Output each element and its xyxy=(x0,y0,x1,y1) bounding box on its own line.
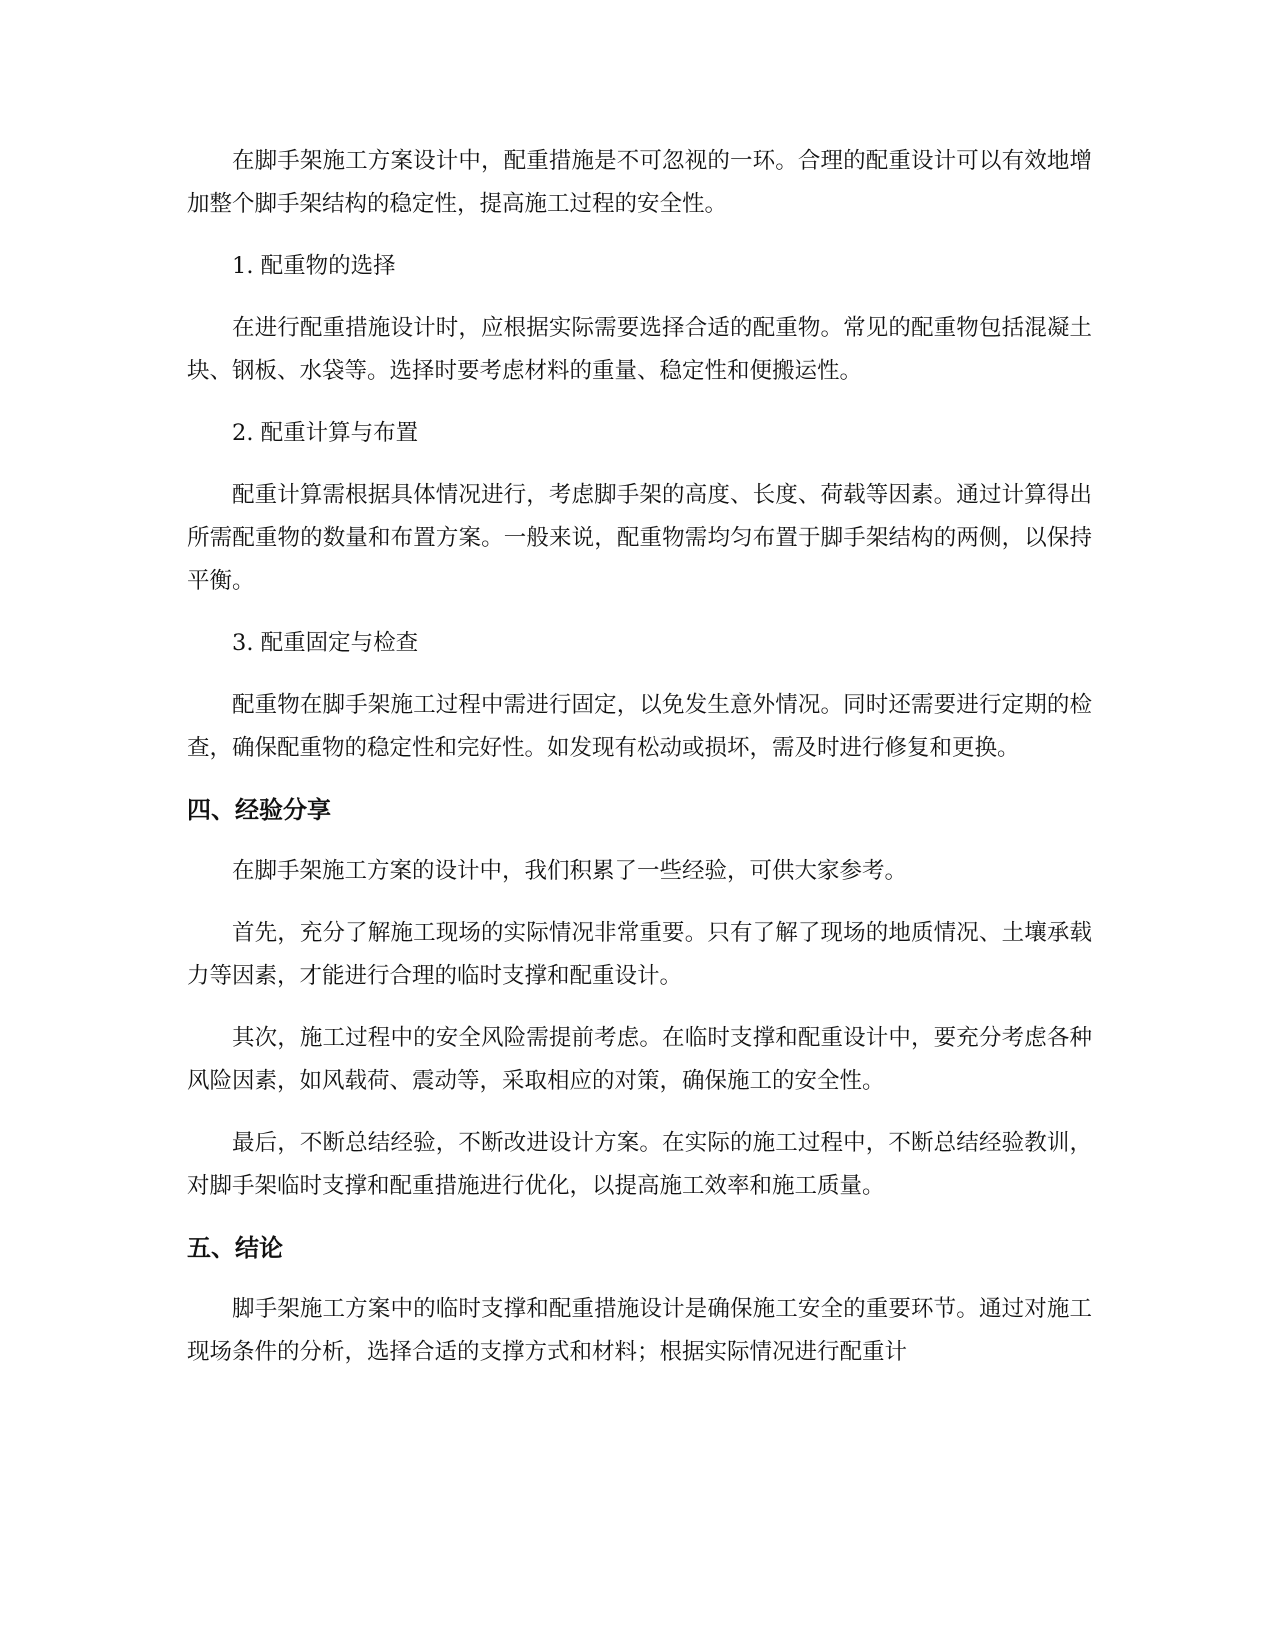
paragraph-counterweight-calculation: 配重计算需根据具体情况进行，考虑脚手架的高度、长度、荷载等因素。通过计算得出所需配重物的数量和布置方案。一般来说，配重物需均匀布置于脚手架结构的两侧，以保持平衡。 xyxy=(187,482,1092,594)
paragraph-counterweight-intro: 在脚手架施工方案设计中，配重措施是不可忽视的一环。合理的配重设计可以有效地增加整个脚手架结构的稳定性，提高施工过程的安全性。 xyxy=(187,148,1092,217)
section-heading-conclusion: 五、结论 xyxy=(187,1234,283,1262)
paragraph-experience-second: 其次，施工过程中的安全风险需提前考虑。在临时支撑和配重设计中，要充分考虑各种风险因素，如风载荷、震动等，采取相应的对策，确保施工的安全性。 xyxy=(187,1025,1092,1094)
subheading-counterweight-fixing: 3. 配重固定与检查 xyxy=(232,630,419,656)
paragraph-counterweight-fixing: 配重物在脚手架施工过程中需进行固定，以免发生意外情况。同时还需要进行定期的检查，确保配重物的稳定性和完好性。如发现有松动或损坏，需及时进行修复和更换。 xyxy=(187,692,1092,761)
paragraph-conclusion: 脚手架施工方案中的临时支撑和配重措施设计是确保施工安全的重要环节。通过对施工现场条件的分析，选择合适的支撑方式和材料；根据实际情况进行配重计 xyxy=(187,1296,1092,1365)
subheading-counterweight-calculation: 2. 配重计算与布置 xyxy=(232,420,419,446)
paragraph-counterweight-selection: 在进行配重措施设计时，应根据实际需要选择合适的配重物。常见的配重物包括混凝土块、钢板、水袋等。选择时要考虑材料的重量、稳定性和便搬运性。 xyxy=(187,315,1092,384)
document-body xyxy=(187,140,1092,1393)
paragraph-experience-intro: 在脚手架施工方案的设计中，我们积累了一些经验，可供大家参考。 xyxy=(232,858,908,884)
paragraph-experience-last: 最后，不断总结经验，不断改进设计方案。在实际的施工过程中，不断总结经验教训，对脚手架临时支撑和配重措施进行优化，以提高施工效率和施工质量。 xyxy=(187,1130,1092,1199)
subheading-counterweight-selection: 1. 配重物的选择 xyxy=(232,253,396,279)
paragraph-experience-first: 首先，充分了解施工现场的实际情况非常重要。只有了解了现场的地质情况、土壤承载力等因素，才能进行合理的临时支撑和配重设计。 xyxy=(187,920,1092,989)
section-heading-experience: 四、经验分享 xyxy=(187,796,331,824)
